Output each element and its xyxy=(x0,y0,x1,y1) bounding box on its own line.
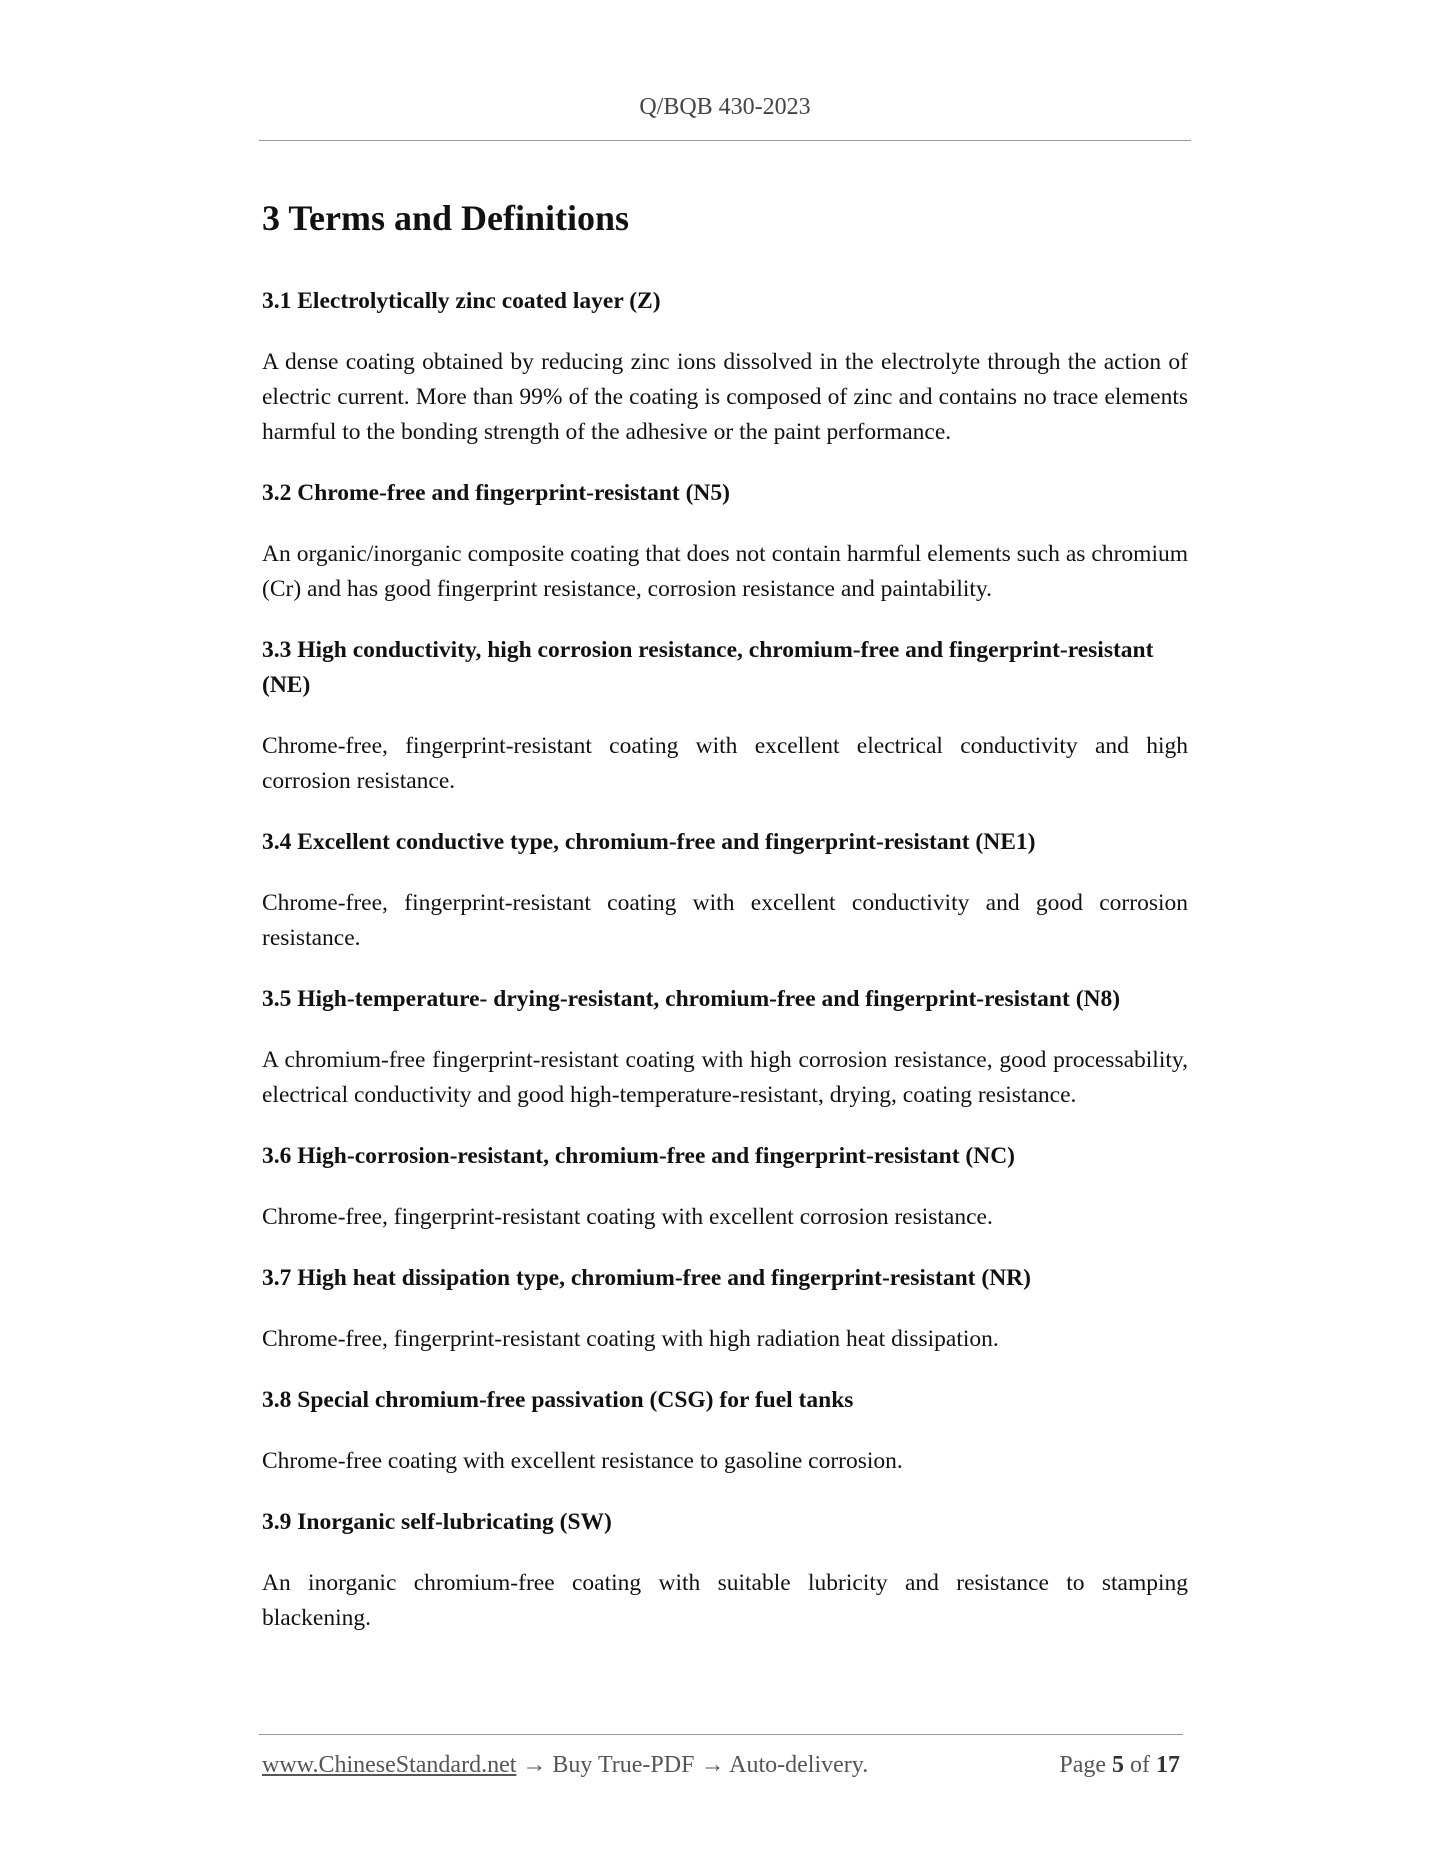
page-indicator xyxy=(1059,1752,1180,1779)
section-3-6 xyxy=(262,1139,1188,1235)
arrow-right-icon: → xyxy=(700,1752,725,1778)
section-body: A dense coating obtained by reducing zinc ions dissolved in the electrolyte through the action of electric current. More than 99% of the coating is composed of zinc and contains no trace elements harmful to the bonding strength of the adhesive or the paint performance. xyxy=(262,349,1188,445)
section-3-9 xyxy=(262,1505,1188,1636)
section-title: 3.6 High-corrosion-resistant, chromium-free and fingerprint-resistant (NC) xyxy=(262,1143,1016,1169)
auto-delivery-text: Auto-delivery. xyxy=(729,1752,869,1778)
standard-code: Q/BQB 430-2023 xyxy=(639,94,811,120)
current-page-number: 5 xyxy=(1112,1752,1124,1778)
section-body: A chromium-free fingerprint-resistant coating with high corrosion resistance, good processability, electrical conductivity and good high-temperature-resistant, drying, coating resistance. xyxy=(262,1047,1188,1108)
chapter-title: 3 Terms and Definitions xyxy=(262,198,630,238)
header-divider xyxy=(259,140,1191,141)
section-body: Chrome-free, fingerprint-resistant coating with excellent electrical conductivity and high corrosion resistance. xyxy=(262,733,1188,794)
arrow-right-icon: → xyxy=(522,1752,547,1778)
footer-promo xyxy=(262,1752,868,1779)
section-body: An inorganic chromium-free coating with suitable lubricity and resistance to stamping blackening. xyxy=(262,1570,1188,1631)
document-body xyxy=(262,194,1188,1662)
page-label: Page xyxy=(1059,1752,1106,1778)
total-pages-number: 17 xyxy=(1156,1752,1180,1778)
section-title: 3.3 High conductivity, high corrosion resistance, chromium-free and fingerprint-resistant (NE) xyxy=(262,637,1154,698)
section-3-8 xyxy=(262,1383,1188,1479)
section-title: 3.1 Electrolytically zinc coated layer (Z) xyxy=(262,288,661,314)
section-3-4 xyxy=(262,825,1188,956)
section-3-3 xyxy=(262,633,1188,799)
section-title: 3.9 Inorganic self-lubricating (SW) xyxy=(262,1509,612,1535)
section-3-2 xyxy=(262,476,1188,607)
section-body: Chrome-free, fingerprint-resistant coating with high radiation heat dissipation. xyxy=(262,1326,999,1352)
section-title: 3.4 Excellent conductive type, chromium-free and fingerprint-resistant (NE1) xyxy=(262,829,1036,855)
section-body: Chrome-free, fingerprint-resistant coating with excellent corrosion resistance. xyxy=(262,1204,993,1230)
section-3-7 xyxy=(262,1261,1188,1357)
site-link[interactable]: www.ChineseStandard.net xyxy=(262,1752,517,1778)
of-label: of xyxy=(1130,1752,1150,1778)
section-body: An organic/inorganic composite coating that does not contain harmful elements such as chromium (Cr) and has good fingerprint resistance, corrosion resistance and paintability. xyxy=(262,541,1188,602)
section-3-5 xyxy=(262,982,1188,1113)
section-title: 3.5 High-temperature- drying-resistant, chromium-free and fingerprint-resistant (N8) xyxy=(262,986,1121,1012)
section-title: 3.7 High heat dissipation type, chromium-free and fingerprint-resistant (NR) xyxy=(262,1265,1031,1291)
section-title: 3.2 Chrome-free and fingerprint-resistant (N5) xyxy=(262,480,730,506)
section-body: Chrome-free coating with excellent resistance to gasoline corrosion. xyxy=(262,1448,903,1474)
section-body: Chrome-free, fingerprint-resistant coating with excellent conductivity and good corrosion resistance. xyxy=(262,890,1188,951)
section-title: 3.8 Special chromium-free passivation (CSG) for fuel tanks xyxy=(262,1387,854,1413)
buy-pdf-text: Buy True-PDF xyxy=(552,1752,695,1778)
footer-divider xyxy=(259,1734,1183,1735)
page-header xyxy=(259,94,1191,121)
section-3-1 xyxy=(262,284,1188,450)
